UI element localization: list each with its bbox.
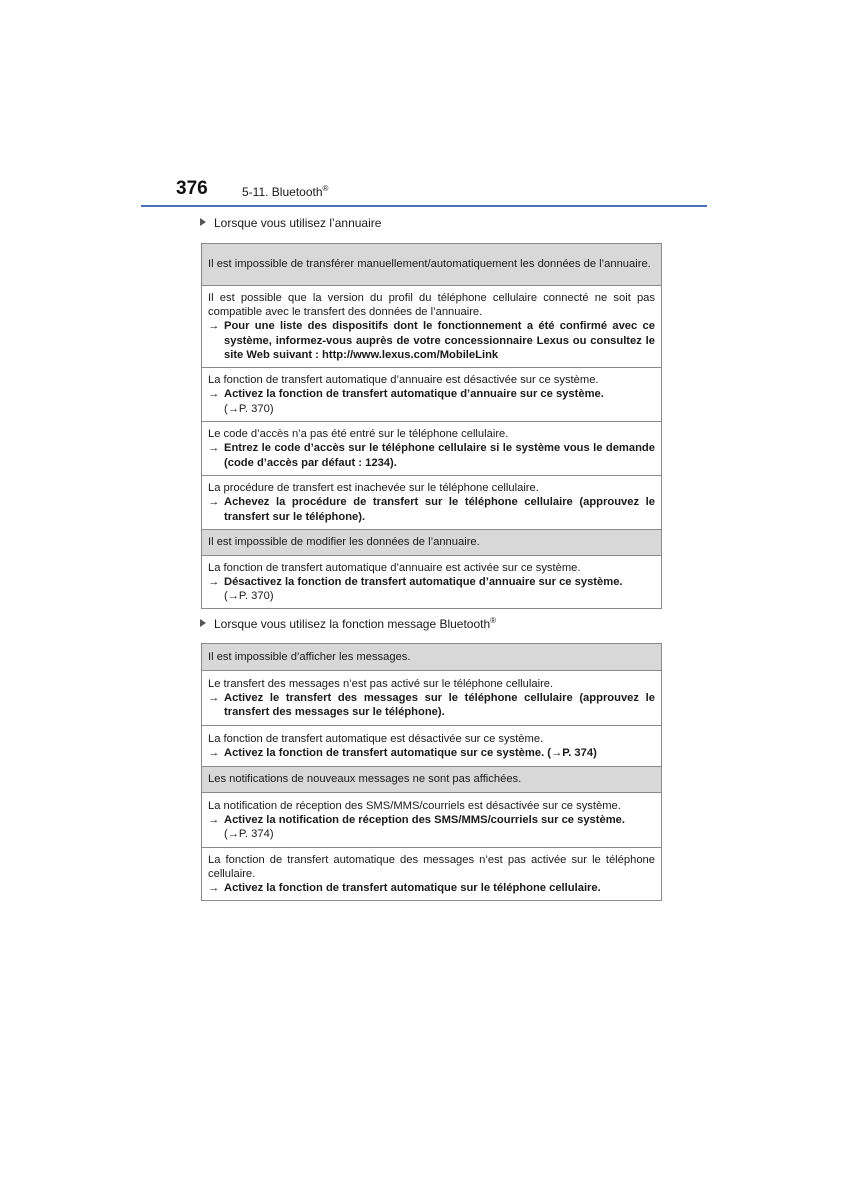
heading-text: Lorsque vous utilisez la fonction message Bluetooth [214,617,491,631]
cause-row [202,792,661,847]
page-number: 376 [176,178,208,199]
solution [208,575,655,589]
arrow-icon: → [208,442,220,455]
cause-row [202,555,661,608]
solution [208,881,655,895]
problem-row [202,244,661,285]
problem-text: Il est impossible d’afficher les messages. [208,650,411,663]
problem-row [202,644,661,670]
page-reference: (→P. 370) [224,590,274,603]
page-reference: (→P. 370) [224,402,274,415]
arrow-icon: → [208,388,220,401]
solution-text: Activez la fonction de transfert automatique d’annuaire sur ce système. [224,388,604,401]
arrow-icon: → [208,496,220,509]
cause-text: La notification de réception des SMS/MMS/courriels est désactivée sur ce système. [208,799,621,812]
solution [208,495,655,524]
solution-text: Entrez le code d’accès sur le téléphone cellulaire si le système vous le demande (code d’accès par défaut : 1234). [224,442,655,469]
page-reference: (→P. 374) [224,828,274,841]
arrow-icon: → [208,813,220,826]
section-title-text: 5-11. Bluetooth [242,185,323,199]
solution-text: Achevez la procédure de transfert sur le téléphone cellulaire (approuvez le transfert sur le téléphone). [224,496,655,523]
cause-text: Le transfert des messages n’est pas activé sur le téléphone cellulaire. [208,677,554,690]
problem-text: Il est impossible de modifier les données de l’annuaire. [208,536,480,549]
section-heading-annuaire [200,216,381,230]
solution-text: Activez la fonction de transfert automatique sur le téléphone cellulaire. [224,882,601,895]
solution [208,441,655,470]
cause-text: La procédure de transfert est inachevée sur le téléphone cellulaire. [208,482,539,495]
triangle-bullet-icon [200,619,206,627]
cause-text: Le code d’accès n’a pas été entré sur le téléphone cellulaire. [208,428,509,441]
cause-row [202,847,661,900]
troubleshooting-table-annuaire [201,243,662,609]
cause-text: La fonction de transfert automatique d’annuaire est désactivée sur ce système. [208,374,599,387]
cause-row [202,475,661,529]
solution-text: Désactivez la fonction de transfert automatique d’annuaire sur ce système. [224,575,623,588]
arrow-icon: → [208,575,220,588]
arrow-icon: → [208,691,220,704]
solution [208,813,655,827]
problem-row [202,529,661,555]
solution-text: Activez la notification de réception des SMS/MMS/courriels sur ce système. [224,813,626,826]
registered-mark: ® [490,616,497,625]
solution [208,691,655,720]
cause-row [202,421,661,475]
section-heading-messages [200,616,496,631]
arrow-icon: → [208,320,220,333]
arrow-icon: → [208,882,220,895]
solution-text: Pour une liste des dispositifs dont le fonctionnement a été confirmé avec ce système, informez-vous auprès de votre concessionnaire Lexus ou consultez le site Web suivant : http://www.lexus.com/MobileLink [224,320,655,361]
problem-row [202,766,661,792]
cause-row [202,367,661,421]
troubleshooting-table-messages [201,643,662,901]
solution [208,319,655,362]
cause-row [202,670,661,725]
cause-text: La fonction de transfert automatique d’annuaire est activée sur ce système. [208,561,581,574]
heading-text: Lorsque vous utilisez l’annuaire [214,216,382,230]
cause-text: Il est possible que la version du profil du téléphone cellulaire connecté ne soit pas compatible avec le transfert des données de l’annuaire. [208,291,655,319]
section-title [242,184,328,199]
problem-text: Il est impossible de transférer manuellement/automatiquement les données de l’annuaire. [208,258,651,271]
problem-text: Les notifications de nouveaux messages ne sont pas affichées. [208,773,522,786]
registered-mark: ® [322,184,329,193]
header-rule [141,205,707,207]
solution-text: Activez le transfert des messages sur le téléphone cellulaire (approuvez le transfert des messages sur le téléphone). [224,691,655,719]
solution-text: Activez la fonction de transfert automatique sur ce système. (→P. 374) [224,747,597,759]
arrow-icon: → [208,747,220,759]
solution [208,387,655,401]
cause-text: La fonction de transfert automatique est désactivée sur ce système. [208,732,544,745]
cause-row [202,285,661,367]
solution [208,746,655,760]
cause-text: La fonction de transfert automatique des messages n’est pas activée sur le téléphone cellulaire. [208,853,655,880]
cause-row [202,725,661,766]
triangle-bullet-icon [200,218,206,226]
